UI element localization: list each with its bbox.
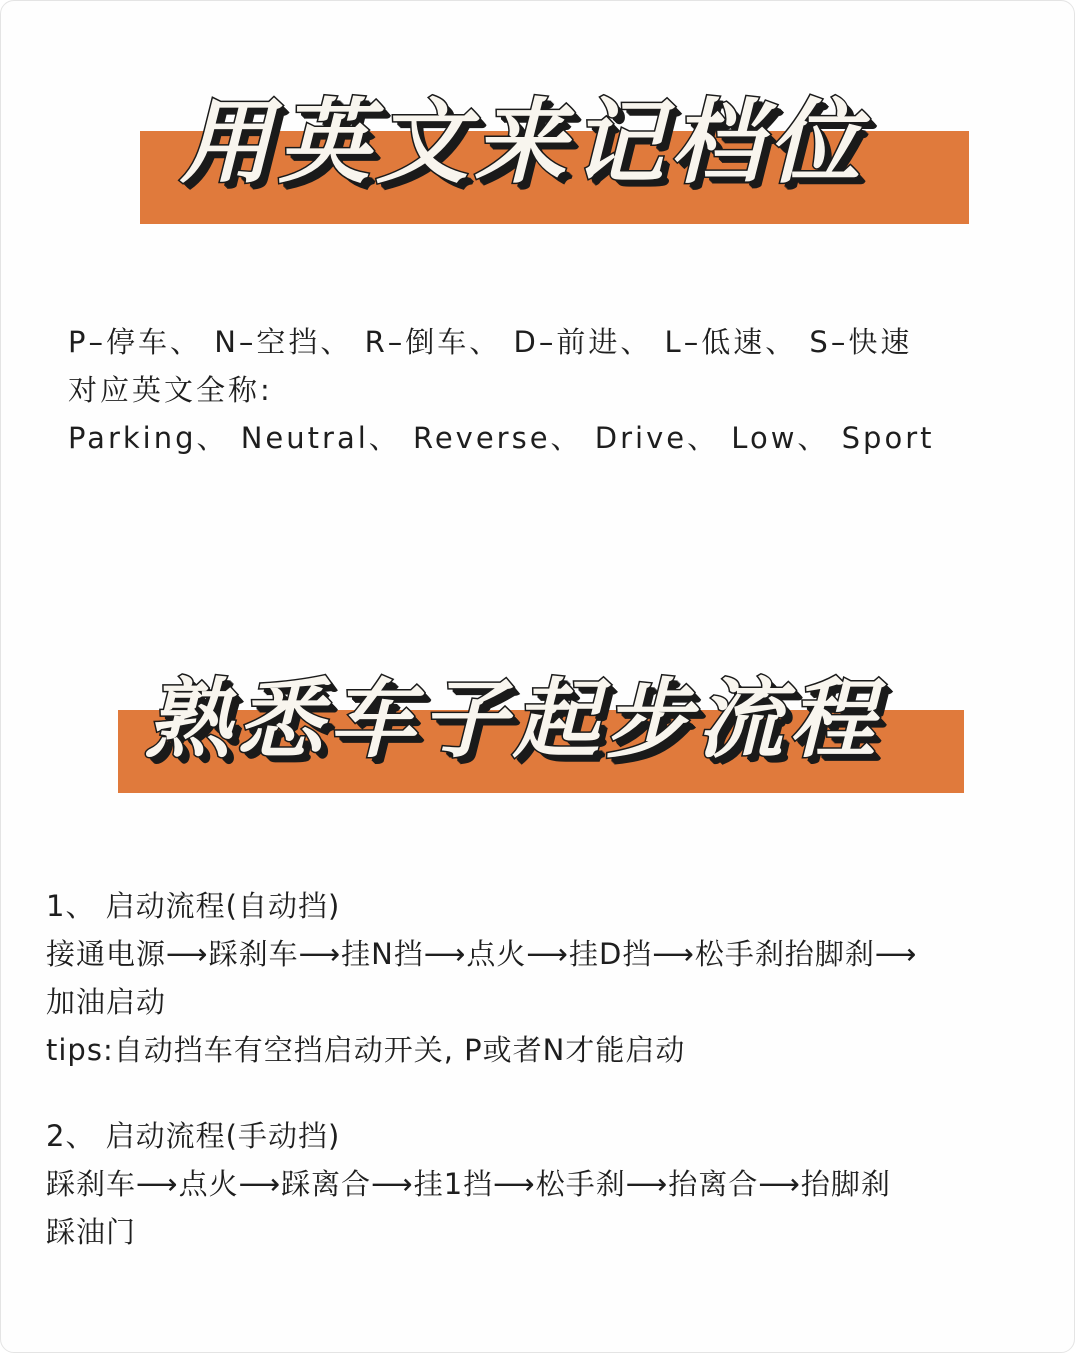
start-procedure-title: 熟悉车子起步流程 xyxy=(145,670,881,770)
manual-steps-line: 踩刹车⟶点火⟶踩离合⟶挂1挡⟶松手刹⟶抬离合⟶抬脚刹 xyxy=(46,1167,891,1201)
automatic-steps-line: 接通电源⟶踩刹车⟶挂N挡⟶点火⟶挂D挡⟶松手刹抬脚刹⟶ xyxy=(46,937,918,971)
english-full-names-line: Parking、 Neutral、 Reverse、 Drive、 Low、 Sport xyxy=(68,421,935,455)
full-names-label: 对应英文全称: xyxy=(68,373,273,407)
manual-start-section xyxy=(46,1112,891,1256)
automatic-start-heading: 1、 启动流程(自动挡) xyxy=(46,889,341,923)
gear-names-title: 用英文来记档位 xyxy=(180,89,867,196)
automatic-start-section xyxy=(46,882,917,1074)
gear-names-section xyxy=(68,318,935,462)
automatic-tips: tips:自动挡车有空挡启动开关, P或者N才能启动 xyxy=(46,1033,686,1067)
automatic-steps-line-continued: 加油启动 xyxy=(46,985,167,1019)
gear-abbreviations-line: P–停车、 N–空挡、 R–倒车、 D–前进、 L–低速、 S–快速 xyxy=(68,325,913,359)
manual-steps-line-continued: 踩油门 xyxy=(46,1215,137,1249)
manual-start-heading: 2、 启动流程(手动挡) xyxy=(46,1119,341,1153)
